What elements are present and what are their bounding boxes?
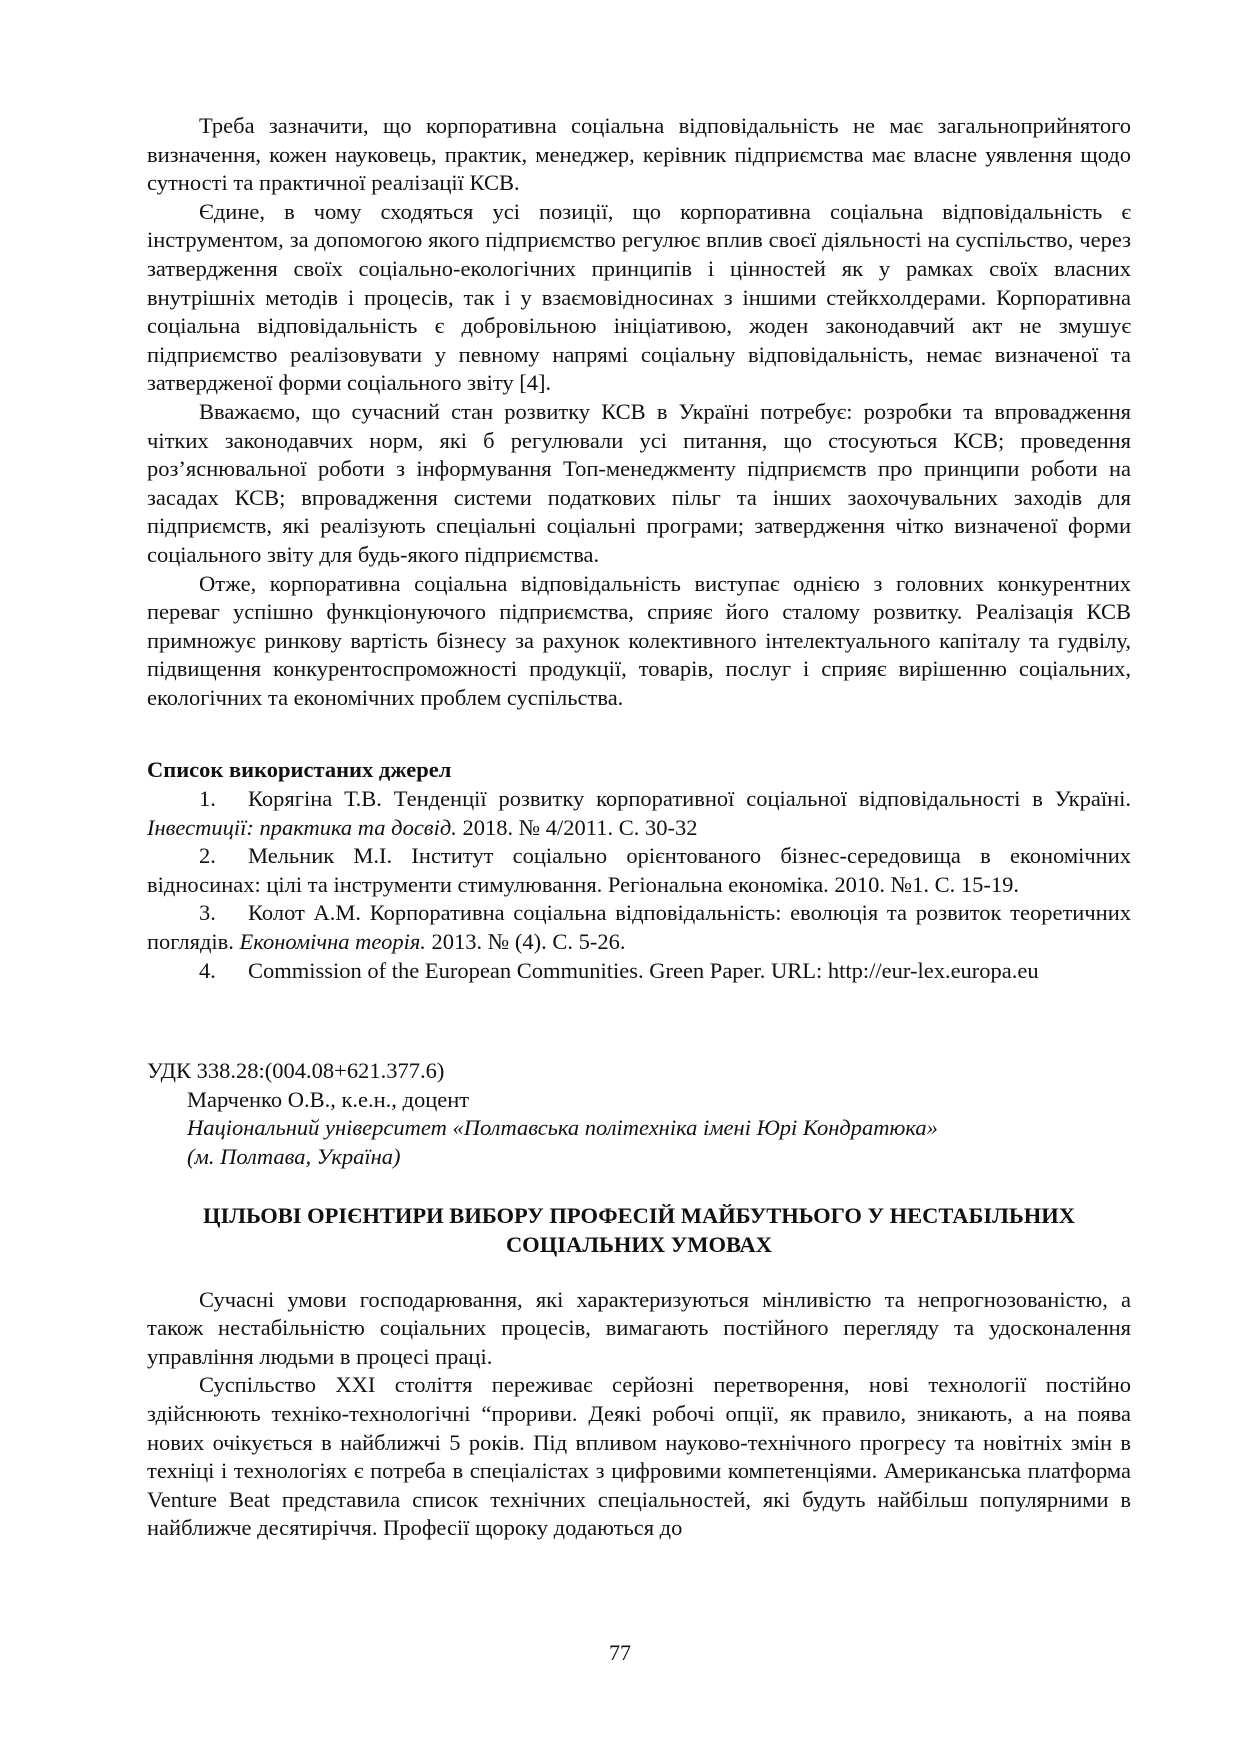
reference-number: 2.	[199, 843, 216, 869]
reference-number: 1.	[199, 786, 216, 812]
reference-text: Мельник М.І. Інститут соціально орієнтованого бізнес-середовища в економічних відносинах: цілі та інструменти стимулювання. Регіональна економіка. 2010. №1. С. 15-19.	[147, 843, 1131, 897]
reference-text: Корягіна Т.В. Тенденції розвитку корпоративної соціальної відповідальності в Україні.	[248, 786, 1131, 812]
reference-number: 3.	[199, 900, 216, 926]
affiliation: Національний університет «Полтавська політехніка імені Юрі Кондратюка»	[187, 1115, 938, 1141]
paragraph: Єдине, в чому сходяться усі позиції, що корпоративна соціальна відповідальність є інструментом, за допомогою якого підприємство регулює вплив своєї діяльності на суспільство, через затвердження своїх соціально-екологічних принципів і цінностей як у рамках своїх власних внутрішніх методів і процесів, так і у взаємовідносинах з іншими стейкхолдерами. Корпоративна соціальна відповідальність є добровільною ініціативою, жоден законодавчий акт не змушує підприємство реалізовувати у певному напрямі соціальну відповідальність, немає визначеної та затвердженої форми соціального звіту [4].	[147, 198, 1131, 396]
reference-item	[147, 957, 1131, 986]
paragraph: Треба зазначити, що корпоративна соціальна відповідальність не має загальноприйнятого визначення, кожен науковець, практик, менеджер, керівник підприємства має власне уявлення щодо сутності та практичної реалізації КСВ.	[147, 113, 1131, 196]
document-page	[147, 112, 1131, 1543]
reference-details: 2013. № (4). С. 5-26.	[425, 929, 626, 955]
page-number: 77	[609, 1640, 631, 1665]
article-title	[147, 1201, 1131, 1259]
reference-item	[147, 899, 1131, 956]
article-body	[147, 1286, 1131, 1543]
reference-item	[147, 842, 1131, 899]
reference-text: Колот А.М. Корпоративна соціальна відповідальність: еволюція та розвиток теоретичних поглядів.	[147, 900, 1131, 955]
references-list	[147, 785, 1131, 985]
article-title-line: СОЦІАЛЬНИХ УМОВАХ	[505, 1231, 773, 1257]
paragraph: Отже, корпоративна соціальна відповідальність виступає однією з головних конкурентних переваг успішно функціонуючого підприємства, сприяє його сталому розвитку. Реалізація КСВ примножує ринкову вартість бізнесу за рахунок колективного інтелектуального капіталу та гудвілу, підвищення конкурентоспроможності продукції, товарів, послуг і сприяє вирішенню соціальних, екологічних та економічних проблем суспільства.	[147, 570, 1131, 710]
paragraph: Вважаємо, що сучасний стан розвитку КСВ в Україні потребує: розробки та впровадження чітких законодавчих норм, які б регулювали усі питання, що стосуються КСВ; проведення роз’яснювальної роботи з інформування Топ-менеджменту підприємств про принципи роботи на засадах КСВ; впровадження системи податкових пільг та інших заохочувальних заходів для підприємств, які реалізують спеціальні соціальні програми; затвердження чітко визначеної форми соціального звіту для будь-якого підприємства.	[147, 398, 1131, 567]
reference-item	[147, 785, 1131, 842]
location: (м. Полтава, Україна)	[187, 1144, 401, 1169]
paragraph: Сучасні умови господарювання, які характеризуються мінливістю та непрогнозованістю, а також нестабільністю соціальних процесів, вимагають постійного перегляду та удосконалення управління людьми в процесі праці.	[147, 1286, 1131, 1369]
references-title: Список використаних джерел	[147, 757, 452, 783]
reference-source: Економічна теорія.	[239, 929, 426, 955]
article-title-line: ЦІЛЬОВІ ОРІЄНТИРИ ВИБОРУ ПРОФЕСІЙ МАЙБУТНЬОГО У НЕСТАБІЛЬНИХ	[202, 1202, 1076, 1228]
author-line: Марченко О.В., к.е.н., доцент	[187, 1086, 470, 1112]
udk-code: УДК 338.28:(004.08+621.377.6)	[147, 1058, 445, 1084]
paragraph: Суспільство XXI століття переживає серйозні перетворення, нові технології постійно здійснюють техніко-технологічні “прориви. Деякі робочі опції, як правило, зникають, а на поява нових очікується в найближчі 5 років. Під впливом науково-технічного прогресу та новітніх змін в техніці і технологіях є потреба в спеціалістах з цифровими компетенціями. Американська платформа Venture Beat представила список технічних спеціальностей, які будуть найбільш популярними в найближче десятиріччя. Професії щороку додаються до	[147, 1372, 1131, 1541]
reference-text: Commission of the European Communities. Green Paper. URL: http://eur-lex.europa.eu	[248, 957, 1039, 983]
reference-number: 4.	[199, 957, 216, 983]
reference-details: 2018. № 4/2011. С. 30-32	[456, 814, 698, 840]
reference-source: Інвестиції: практика та досвід.	[147, 814, 457, 840]
